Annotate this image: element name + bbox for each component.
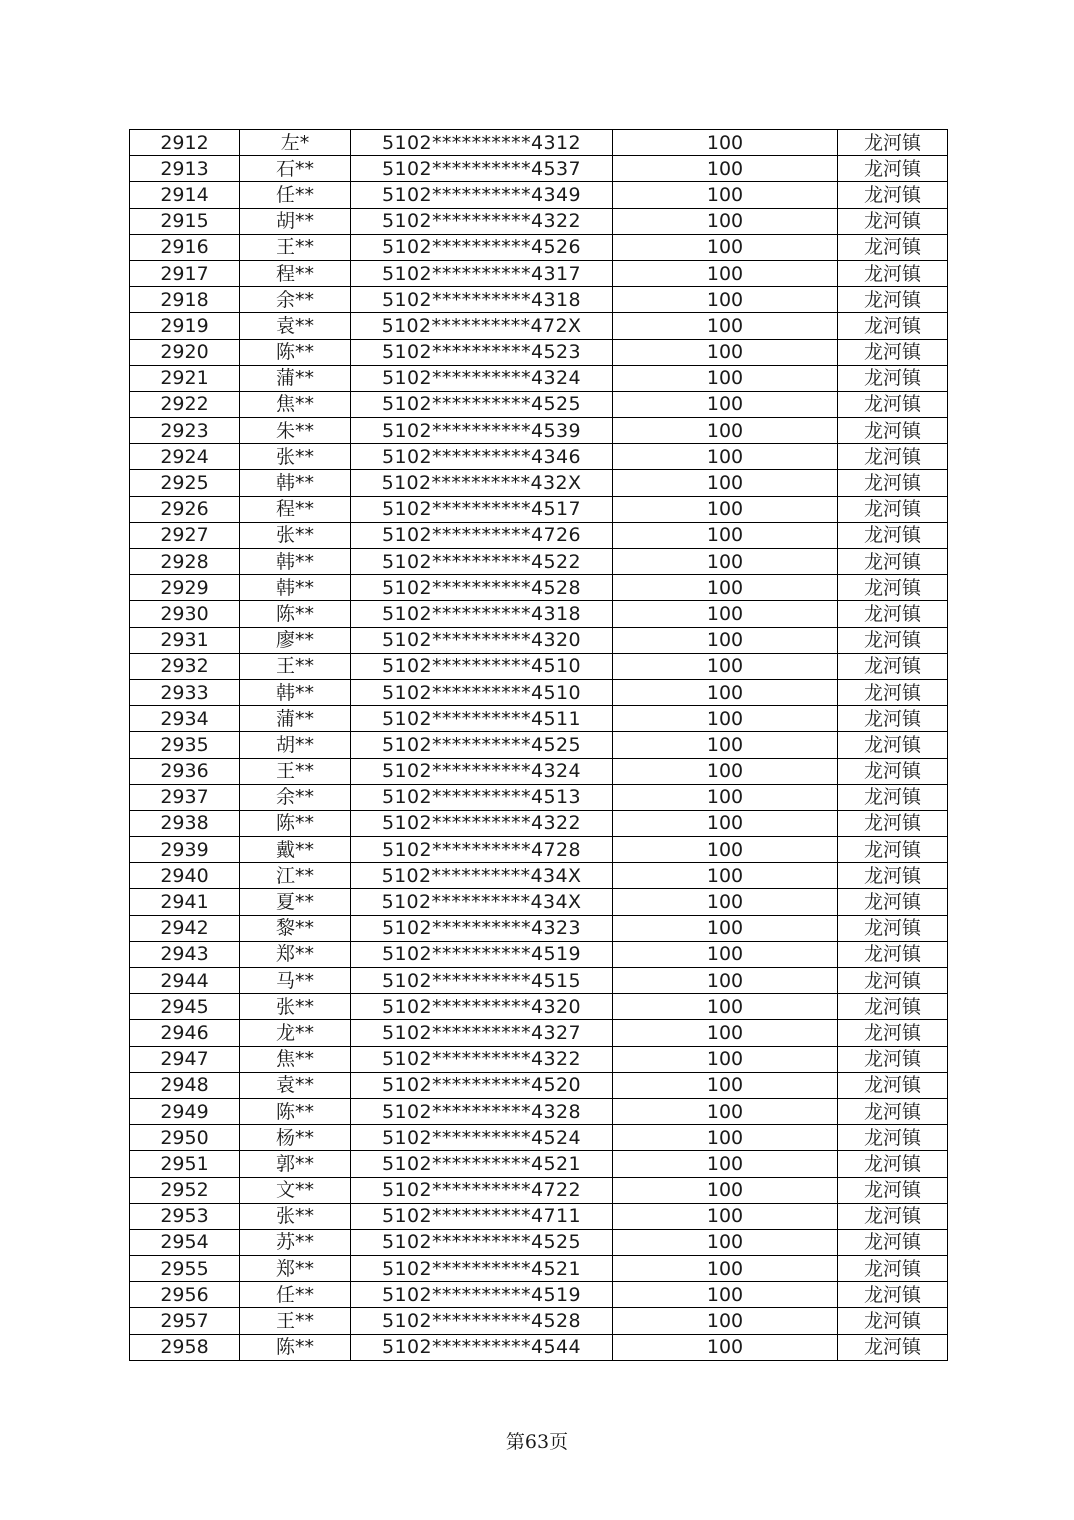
id-number-cell: 5102**********4728 xyxy=(351,837,613,863)
name-cell: 廖** xyxy=(240,627,351,653)
table-row xyxy=(130,1282,948,1308)
town-cell: 龙河镇 xyxy=(838,287,948,313)
name-cell: 王** xyxy=(240,653,351,679)
id-number-cell: 5102**********4528 xyxy=(351,575,613,601)
table-row xyxy=(130,706,948,732)
table-row xyxy=(130,365,948,391)
table-row xyxy=(130,863,948,889)
id-number-cell: 5102**********4322 xyxy=(351,208,613,234)
name-cell: 江** xyxy=(240,863,351,889)
name-cell: 程** xyxy=(240,496,351,522)
amount-cell: 100 xyxy=(613,1151,838,1177)
table-row xyxy=(130,1125,948,1151)
amount-cell: 100 xyxy=(613,1203,838,1229)
table-row xyxy=(130,339,948,365)
table-row xyxy=(130,968,948,994)
table-row xyxy=(130,260,948,286)
name-cell: 蒲** xyxy=(240,365,351,391)
table-row xyxy=(130,1072,948,1098)
name-cell: 郑** xyxy=(240,941,351,967)
town-cell: 龙河镇 xyxy=(838,1098,948,1124)
amount-cell: 100 xyxy=(613,994,838,1020)
amount-cell: 100 xyxy=(613,522,838,548)
town-cell: 龙河镇 xyxy=(838,1334,948,1360)
id-number-cell: 5102**********4322 xyxy=(351,1046,613,1072)
table-row xyxy=(130,1098,948,1124)
name-cell: 陈** xyxy=(240,1334,351,1360)
name-cell: 袁** xyxy=(240,1072,351,1098)
amount-cell: 100 xyxy=(613,1334,838,1360)
row-number-cell: 2953 xyxy=(130,1203,240,1229)
town-cell: 龙河镇 xyxy=(838,863,948,889)
row-number-cell: 2917 xyxy=(130,260,240,286)
table-row xyxy=(130,915,948,941)
id-number-cell: 5102**********4521 xyxy=(351,1151,613,1177)
amount-cell: 100 xyxy=(613,496,838,522)
row-number-cell: 2927 xyxy=(130,522,240,548)
id-number-cell: 5102**********4539 xyxy=(351,418,613,444)
row-number-cell: 2957 xyxy=(130,1308,240,1334)
id-number-cell: 5102**********4526 xyxy=(351,234,613,260)
row-number-cell: 2940 xyxy=(130,863,240,889)
town-cell: 龙河镇 xyxy=(838,470,948,496)
table-row xyxy=(130,470,948,496)
name-cell: 袁** xyxy=(240,313,351,339)
table-row xyxy=(130,1177,948,1203)
amount-cell: 100 xyxy=(613,810,838,836)
row-number-cell: 2930 xyxy=(130,601,240,627)
name-cell: 王** xyxy=(240,1308,351,1334)
id-number-cell: 5102**********4318 xyxy=(351,287,613,313)
table-row xyxy=(130,653,948,679)
table-row xyxy=(130,313,948,339)
amount-cell: 100 xyxy=(613,339,838,365)
amount-cell: 100 xyxy=(613,208,838,234)
town-cell: 龙河镇 xyxy=(838,1229,948,1255)
id-number-cell: 5102**********434X xyxy=(351,863,613,889)
table-row xyxy=(130,1151,948,1177)
name-cell: 郑** xyxy=(240,1256,351,1282)
row-number-cell: 2941 xyxy=(130,889,240,915)
town-cell: 龙河镇 xyxy=(838,365,948,391)
id-number-cell: 5102**********472X xyxy=(351,313,613,339)
row-number-cell: 2958 xyxy=(130,1334,240,1360)
table-row xyxy=(130,549,948,575)
row-number-cell: 2918 xyxy=(130,287,240,313)
id-number-cell: 5102**********4320 xyxy=(351,627,613,653)
amount-cell: 100 xyxy=(613,706,838,732)
name-cell: 龙** xyxy=(240,1020,351,1046)
town-cell: 龙河镇 xyxy=(838,156,948,182)
id-number-cell: 5102**********4525 xyxy=(351,732,613,758)
id-number-cell: 5102**********4327 xyxy=(351,1020,613,1046)
name-cell: 韩** xyxy=(240,679,351,705)
town-cell: 龙河镇 xyxy=(838,575,948,601)
row-number-cell: 2950 xyxy=(130,1125,240,1151)
row-number-cell: 2920 xyxy=(130,339,240,365)
amount-cell: 100 xyxy=(613,418,838,444)
name-cell: 蒲** xyxy=(240,706,351,732)
id-number-cell: 5102**********4510 xyxy=(351,653,613,679)
row-number-cell: 2924 xyxy=(130,444,240,470)
table-row xyxy=(130,1046,948,1072)
records-table xyxy=(129,129,948,1361)
id-number-cell: 5102**********4346 xyxy=(351,444,613,470)
amount-cell: 100 xyxy=(613,130,838,156)
name-cell: 石** xyxy=(240,156,351,182)
name-cell: 王** xyxy=(240,234,351,260)
id-number-cell: 5102**********4328 xyxy=(351,1098,613,1124)
id-number-cell: 5102**********4517 xyxy=(351,496,613,522)
town-cell: 龙河镇 xyxy=(838,679,948,705)
row-number-cell: 2939 xyxy=(130,837,240,863)
row-number-cell: 2913 xyxy=(130,156,240,182)
row-number-cell: 2915 xyxy=(130,208,240,234)
name-cell: 郭** xyxy=(240,1151,351,1177)
amount-cell: 100 xyxy=(613,601,838,627)
amount-cell: 100 xyxy=(613,234,838,260)
amount-cell: 100 xyxy=(613,287,838,313)
table-row xyxy=(130,234,948,260)
amount-cell: 100 xyxy=(613,1098,838,1124)
id-number-cell: 5102**********4524 xyxy=(351,1125,613,1151)
table-row xyxy=(130,1334,948,1360)
id-number-cell: 5102**********4726 xyxy=(351,522,613,548)
town-cell: 龙河镇 xyxy=(838,1020,948,1046)
id-number-cell: 5102**********4349 xyxy=(351,182,613,208)
town-cell: 龙河镇 xyxy=(838,391,948,417)
id-number-cell: 5102**********4711 xyxy=(351,1203,613,1229)
id-number-cell: 5102**********434X xyxy=(351,889,613,915)
name-cell: 戴** xyxy=(240,837,351,863)
table-row xyxy=(130,496,948,522)
table-row xyxy=(130,575,948,601)
table-row xyxy=(130,418,948,444)
amount-cell: 100 xyxy=(613,758,838,784)
amount-cell: 100 xyxy=(613,784,838,810)
town-cell: 龙河镇 xyxy=(838,522,948,548)
table-row xyxy=(130,1229,948,1255)
row-number-cell: 2948 xyxy=(130,1072,240,1098)
id-number-cell: 5102**********4324 xyxy=(351,758,613,784)
town-cell: 龙河镇 xyxy=(838,968,948,994)
row-number-cell: 2928 xyxy=(130,549,240,575)
amount-cell: 100 xyxy=(613,968,838,994)
row-number-cell: 2921 xyxy=(130,365,240,391)
name-cell: 杨** xyxy=(240,1125,351,1151)
id-number-cell: 5102**********4320 xyxy=(351,994,613,1020)
table-row xyxy=(130,679,948,705)
amount-cell: 100 xyxy=(613,182,838,208)
row-number-cell: 2956 xyxy=(130,1282,240,1308)
name-cell: 韩** xyxy=(240,575,351,601)
amount-cell: 100 xyxy=(613,391,838,417)
amount-cell: 100 xyxy=(613,863,838,889)
row-number-cell: 2949 xyxy=(130,1098,240,1124)
row-number-cell: 2955 xyxy=(130,1256,240,1282)
table-row xyxy=(130,1203,948,1229)
name-cell: 程** xyxy=(240,260,351,286)
name-cell: 张** xyxy=(240,994,351,1020)
row-number-cell: 2944 xyxy=(130,968,240,994)
id-number-cell: 5102**********4544 xyxy=(351,1334,613,1360)
amount-cell: 100 xyxy=(613,1020,838,1046)
town-cell: 龙河镇 xyxy=(838,1125,948,1151)
id-number-cell: 5102**********4513 xyxy=(351,784,613,810)
amount-cell: 100 xyxy=(613,889,838,915)
table-row xyxy=(130,1308,948,1334)
town-cell: 龙河镇 xyxy=(838,627,948,653)
town-cell: 龙河镇 xyxy=(838,130,948,156)
row-number-cell: 2923 xyxy=(130,418,240,444)
name-cell: 余** xyxy=(240,784,351,810)
town-cell: 龙河镇 xyxy=(838,260,948,286)
table-row xyxy=(130,810,948,836)
table-row xyxy=(130,758,948,784)
town-cell: 龙河镇 xyxy=(838,208,948,234)
row-number-cell: 2932 xyxy=(130,653,240,679)
name-cell: 朱** xyxy=(240,418,351,444)
row-number-cell: 2912 xyxy=(130,130,240,156)
table-row xyxy=(130,444,948,470)
row-number-cell: 2935 xyxy=(130,732,240,758)
page-number: 第63页 xyxy=(505,1431,569,1453)
id-number-cell: 5102**********4511 xyxy=(351,706,613,732)
name-cell: 焦** xyxy=(240,391,351,417)
amount-cell: 100 xyxy=(613,732,838,758)
town-cell: 龙河镇 xyxy=(838,784,948,810)
amount-cell: 100 xyxy=(613,260,838,286)
name-cell: 陈** xyxy=(240,339,351,365)
row-number-cell: 2937 xyxy=(130,784,240,810)
amount-cell: 100 xyxy=(613,1177,838,1203)
name-cell: 王** xyxy=(240,758,351,784)
town-cell: 龙河镇 xyxy=(838,994,948,1020)
table-row xyxy=(130,391,948,417)
town-cell: 龙河镇 xyxy=(838,653,948,679)
amount-cell: 100 xyxy=(613,653,838,679)
amount-cell: 100 xyxy=(613,1282,838,1308)
town-cell: 龙河镇 xyxy=(838,706,948,732)
id-number-cell: 5102**********4525 xyxy=(351,1229,613,1255)
table-row xyxy=(130,287,948,313)
row-number-cell: 2945 xyxy=(130,994,240,1020)
table-row xyxy=(130,837,948,863)
name-cell: 陈** xyxy=(240,601,351,627)
town-cell: 龙河镇 xyxy=(838,915,948,941)
amount-cell: 100 xyxy=(613,313,838,339)
table-row xyxy=(130,994,948,1020)
table-row xyxy=(130,627,948,653)
row-number-cell: 2951 xyxy=(130,1151,240,1177)
id-number-cell: 5102**********4510 xyxy=(351,679,613,705)
name-cell: 胡** xyxy=(240,208,351,234)
amount-cell: 100 xyxy=(613,1256,838,1282)
table-row xyxy=(130,889,948,915)
name-cell: 胡** xyxy=(240,732,351,758)
id-number-cell: 5102**********4521 xyxy=(351,1256,613,1282)
id-number-cell: 5102**********4318 xyxy=(351,601,613,627)
row-number-cell: 2925 xyxy=(130,470,240,496)
town-cell: 龙河镇 xyxy=(838,1203,948,1229)
amount-cell: 100 xyxy=(613,915,838,941)
name-cell: 张** xyxy=(240,522,351,548)
id-number-cell: 5102**********4528 xyxy=(351,1308,613,1334)
amount-cell: 100 xyxy=(613,1072,838,1098)
town-cell: 龙河镇 xyxy=(838,1072,948,1098)
id-number-cell: 5102**********4525 xyxy=(351,391,613,417)
town-cell: 龙河镇 xyxy=(838,1308,948,1334)
row-number-cell: 2931 xyxy=(130,627,240,653)
row-number-cell: 2938 xyxy=(130,810,240,836)
name-cell: 夏** xyxy=(240,889,351,915)
town-cell: 龙河镇 xyxy=(838,496,948,522)
table-row xyxy=(130,156,948,182)
table-row xyxy=(130,941,948,967)
name-cell: 左* xyxy=(240,130,351,156)
town-cell: 龙河镇 xyxy=(838,810,948,836)
id-number-cell: 5102**********4317 xyxy=(351,260,613,286)
id-number-cell: 5102**********4520 xyxy=(351,1072,613,1098)
amount-cell: 100 xyxy=(613,156,838,182)
town-cell: 龙河镇 xyxy=(838,339,948,365)
name-cell: 陈** xyxy=(240,810,351,836)
amount-cell: 100 xyxy=(613,365,838,391)
id-number-cell: 5102**********4515 xyxy=(351,968,613,994)
town-cell: 龙河镇 xyxy=(838,758,948,784)
row-number-cell: 2946 xyxy=(130,1020,240,1046)
id-number-cell: 5102**********4522 xyxy=(351,549,613,575)
town-cell: 龙河镇 xyxy=(838,889,948,915)
amount-cell: 100 xyxy=(613,549,838,575)
row-number-cell: 2934 xyxy=(130,706,240,732)
id-number-cell: 5102**********4324 xyxy=(351,365,613,391)
table-row xyxy=(130,1256,948,1282)
name-cell: 黎** xyxy=(240,915,351,941)
town-cell: 龙河镇 xyxy=(838,1177,948,1203)
town-cell: 龙河镇 xyxy=(838,313,948,339)
amount-cell: 100 xyxy=(613,470,838,496)
amount-cell: 100 xyxy=(613,1229,838,1255)
name-cell: 韩** xyxy=(240,549,351,575)
name-cell: 任** xyxy=(240,182,351,208)
table-row xyxy=(130,1020,948,1046)
records-table-body xyxy=(130,130,948,1361)
town-cell: 龙河镇 xyxy=(838,234,948,260)
amount-cell: 100 xyxy=(613,1308,838,1334)
amount-cell: 100 xyxy=(613,1125,838,1151)
amount-cell: 100 xyxy=(613,575,838,601)
amount-cell: 100 xyxy=(613,941,838,967)
row-number-cell: 2922 xyxy=(130,391,240,417)
name-cell: 张** xyxy=(240,1203,351,1229)
name-cell: 陈** xyxy=(240,1098,351,1124)
town-cell: 龙河镇 xyxy=(838,444,948,470)
table-row xyxy=(130,522,948,548)
amount-cell: 100 xyxy=(613,679,838,705)
row-number-cell: 2952 xyxy=(130,1177,240,1203)
row-number-cell: 2942 xyxy=(130,915,240,941)
town-cell: 龙河镇 xyxy=(838,182,948,208)
amount-cell: 100 xyxy=(613,444,838,470)
row-number-cell: 2933 xyxy=(130,679,240,705)
name-cell: 韩** xyxy=(240,470,351,496)
id-number-cell: 5102**********4722 xyxy=(351,1177,613,1203)
table-row xyxy=(130,732,948,758)
town-cell: 龙河镇 xyxy=(838,1046,948,1072)
name-cell: 文** xyxy=(240,1177,351,1203)
id-number-cell: 5102**********4519 xyxy=(351,1282,613,1308)
row-number-cell: 2914 xyxy=(130,182,240,208)
row-number-cell: 2926 xyxy=(130,496,240,522)
id-number-cell: 5102**********4523 xyxy=(351,339,613,365)
table-row xyxy=(130,182,948,208)
town-cell: 龙河镇 xyxy=(838,418,948,444)
name-cell: 任** xyxy=(240,1282,351,1308)
name-cell: 余** xyxy=(240,287,351,313)
id-number-cell: 5102**********4322 xyxy=(351,810,613,836)
name-cell: 苏** xyxy=(240,1229,351,1255)
row-number-cell: 2936 xyxy=(130,758,240,784)
row-number-cell: 2919 xyxy=(130,313,240,339)
id-number-cell: 5102**********4323 xyxy=(351,915,613,941)
id-number-cell: 5102**********4537 xyxy=(351,156,613,182)
town-cell: 龙河镇 xyxy=(838,732,948,758)
row-number-cell: 2947 xyxy=(130,1046,240,1072)
town-cell: 龙河镇 xyxy=(838,941,948,967)
id-number-cell: 5102**********432X xyxy=(351,470,613,496)
row-number-cell: 2916 xyxy=(130,234,240,260)
table-row xyxy=(130,130,948,156)
name-cell: 张** xyxy=(240,444,351,470)
row-number-cell: 2929 xyxy=(130,575,240,601)
row-number-cell: 2943 xyxy=(130,941,240,967)
town-cell: 龙河镇 xyxy=(838,1282,948,1308)
amount-cell: 100 xyxy=(613,837,838,863)
amount-cell: 100 xyxy=(613,1046,838,1072)
town-cell: 龙河镇 xyxy=(838,549,948,575)
id-number-cell: 5102**********4519 xyxy=(351,941,613,967)
town-cell: 龙河镇 xyxy=(838,1151,948,1177)
name-cell: 焦** xyxy=(240,1046,351,1072)
table-row xyxy=(130,784,948,810)
amount-cell: 100 xyxy=(613,627,838,653)
town-cell: 龙河镇 xyxy=(838,601,948,627)
id-number-cell: 5102**********4312 xyxy=(351,130,613,156)
table-row xyxy=(130,208,948,234)
town-cell: 龙河镇 xyxy=(838,837,948,863)
name-cell: 马** xyxy=(240,968,351,994)
town-cell: 龙河镇 xyxy=(838,1256,948,1282)
row-number-cell: 2954 xyxy=(130,1229,240,1255)
table-row xyxy=(130,601,948,627)
